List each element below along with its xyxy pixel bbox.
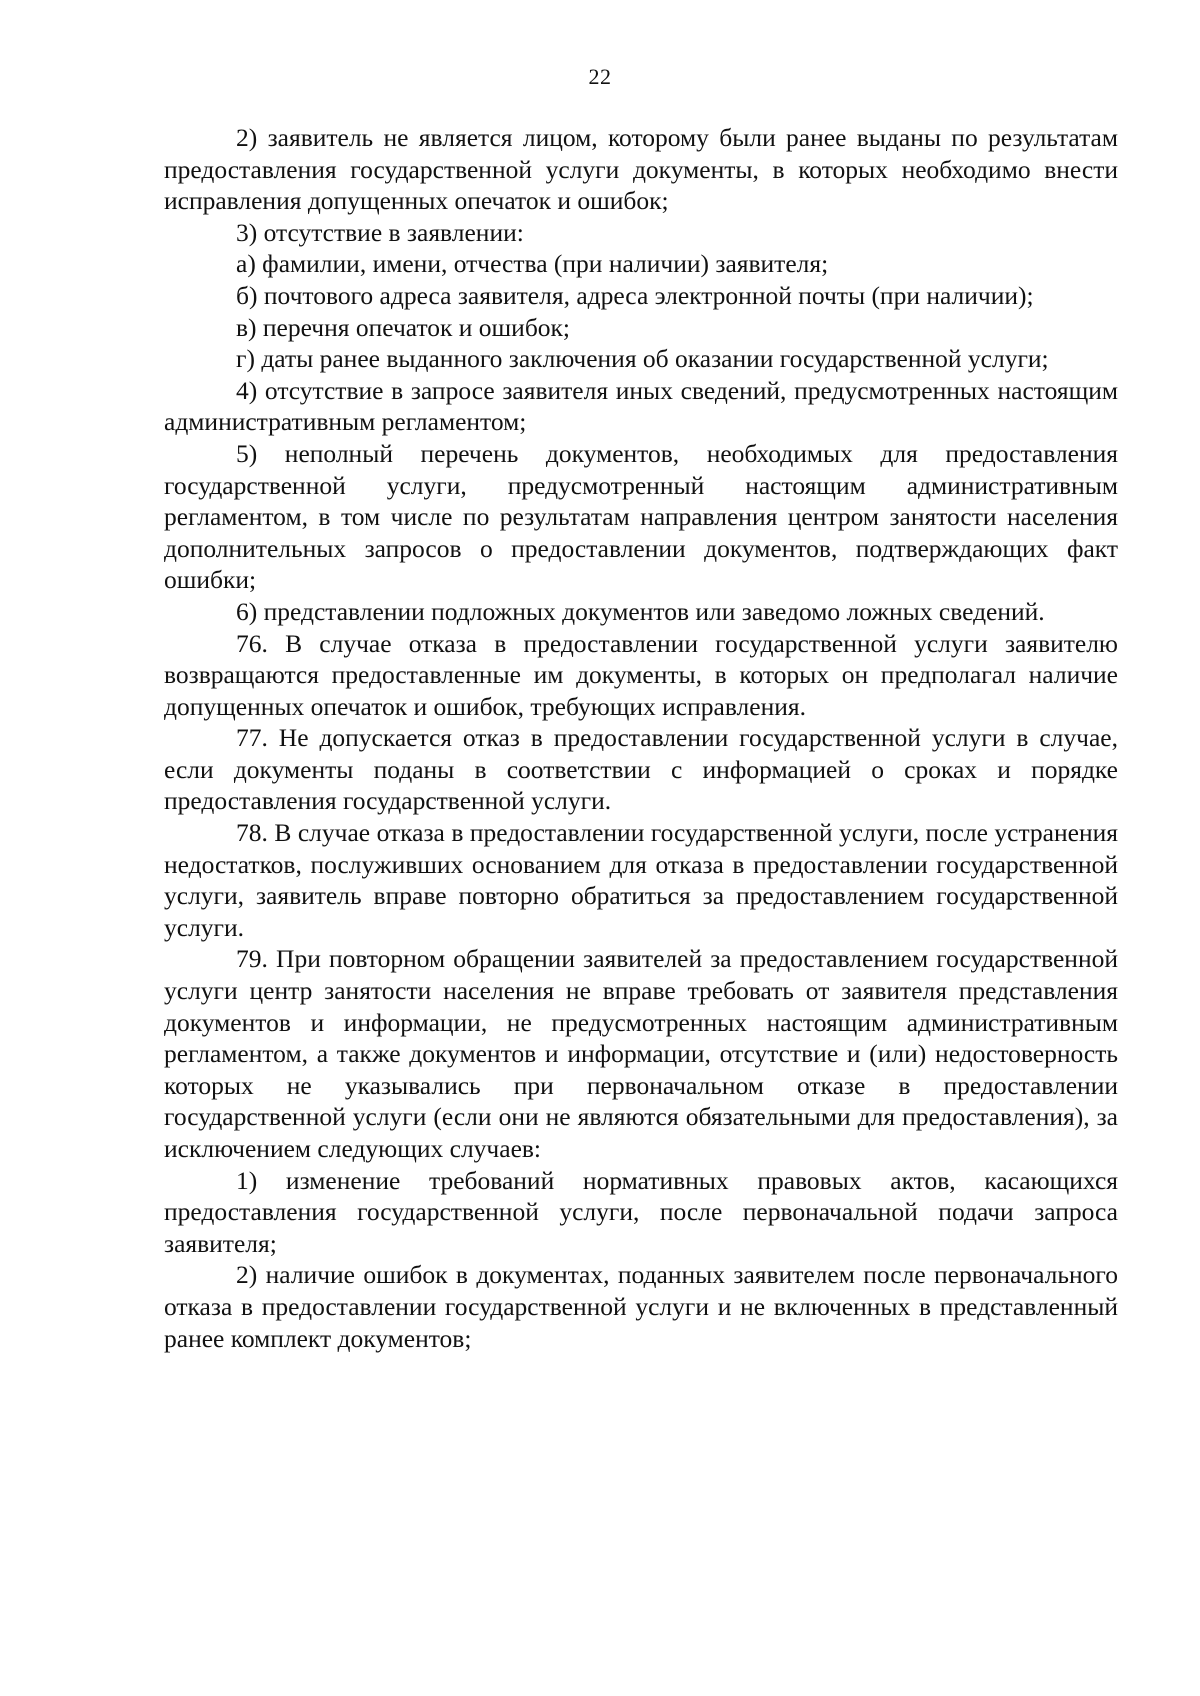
paragraph-78: 78. В случае отказа в предоставлении государственной услуги, после устранения недостатков, послуживших основанием для отказа в предоставлении государственной услуги, заявитель вправе повторно обратиться за предоставлением государственной услуги. xyxy=(164,818,1118,942)
paragraph-subitem-a-name: а) фамилии, имени, отчества (при наличии) заявителя; xyxy=(236,249,829,279)
paragraph-item-5-incomplete: 5) неполный перечень документов, необходимых для предоставления государственной услуги, предусмотренный настоящим административным регламентом, в том числе по результатам направления центром занятости населения дополнительных запросов о предоставлении документов, подтверждающих факт ошибки; xyxy=(164,438,1118,595)
paragraph-79: 79. При повторном обращении заявителей за предоставлением государственной услуги центр занятости населения не вправе требовать от заявителя представления документов и информации, не предусмотренных настоящим административным регламентом, а также документов и информации, отсутствие и (или) недостоверность которых не указывались при первоначальном отказе в предоставлении государственной услуги (если они не являются обязательными для предоставления), за исключением следующих случаев: xyxy=(164,944,1118,1163)
paragraph-79-item-1: 1) изменение требований нормативных правовых актов, касающихся предоставления государственной услуги, после первоначальной подачи запроса заявителя; xyxy=(164,1165,1118,1258)
paragraph-subitem-v-typos: в) перечня опечаток и ошибок; xyxy=(236,312,571,342)
paragraph-item-3-absence: 3) отсутствие в заявлении: xyxy=(236,217,524,247)
paragraph-subitem-b-address: б) почтового адреса заявителя, адреса электронной почты (при наличии); xyxy=(236,280,1034,310)
paragraph-79-item-2: 2) наличие ошибок в документах, поданных заявителем после первоначального отказа в предоставлении государственной услуги и не включенных в представленный ранее комплект документов; xyxy=(164,1260,1118,1353)
paragraph-item-4-other-info: 4) отсутствие в запросе заявителя иных сведений, предусмотренных настоящим административным регламентом; xyxy=(164,375,1118,437)
paragraph-item-6-forged: 6) представлении подложных документов или заведомо ложных сведений. xyxy=(236,596,1045,626)
page-number: 22 xyxy=(588,64,612,89)
paragraph-subitem-g-date: г) даты ранее выданного заключения об оказании государственной услуги; xyxy=(236,344,1049,374)
paragraph-76: 76. В случае отказа в предоставлении государственной услуги заявителю возвращаются предоставленные им документы, в которых он предполагал наличие допущенных опечаток и ошибок, требующих исправления. xyxy=(164,628,1118,721)
paragraph-item-2-not-recipient: 2) заявитель не является лицом, которому были ранее выданы по результатам предоставления государственной услуги документы, в которых необходимо внести исправления допущенных опечаток и ошибок; xyxy=(164,123,1118,216)
document-body xyxy=(164,122,1118,1354)
paragraph-77: 77. Не допускается отказ в предоставлении государственной услуги в случае, если документы поданы в соответствии с информацией о сроках и порядке предоставления государственной услуги. xyxy=(164,723,1118,816)
